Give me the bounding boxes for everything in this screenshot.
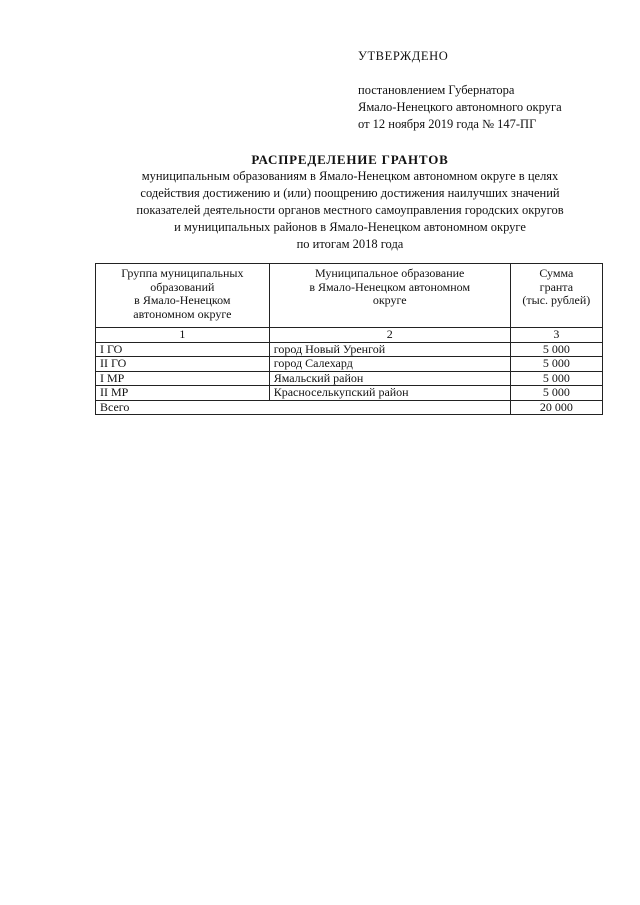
approval-line-2: Ямало-Ненецкого автономного округа	[358, 100, 562, 114]
total-label: Всего	[96, 400, 511, 415]
column-number: 1	[96, 328, 270, 343]
header-group-line: Группа муниципальных	[121, 266, 244, 280]
amount-cell: 5 000	[510, 357, 602, 372]
total-row	[96, 400, 603, 415]
header-municipality	[269, 264, 510, 328]
document-title: РАСПРЕДЕЛЕНИЕ ГРАНТОВ	[251, 152, 449, 167]
header-amount-line: (тыс. рублей)	[522, 293, 591, 307]
approved-stamp-text: УТВЕРЖДЕНО	[358, 49, 449, 63]
title-line-1: муниципальным образованиям в Ямало-Ненецком автономном округе в целях	[141, 169, 559, 183]
header-municipality-line: округе	[372, 293, 407, 307]
title-line-2: содействия достижению и (или) поощрению достижения наилучших значений	[140, 186, 560, 200]
header-group-line: образований	[150, 279, 215, 294]
table-row	[96, 371, 603, 386]
title-line-3: показателей деятельности органов местного самоуправления городских округов	[136, 203, 564, 217]
header-group-line: автономном округе	[133, 306, 232, 321]
group-cell: I ГО	[96, 342, 270, 357]
municipality-cell: Ямальский район	[269, 371, 510, 386]
header-amount	[510, 264, 602, 328]
header-municipality-line: в Ямало-Ненецком автономном	[309, 279, 471, 294]
header-group-line: в Ямало-Ненецком	[134, 293, 231, 307]
table-header-row	[96, 264, 603, 328]
group-cell: I МР	[96, 371, 270, 386]
title-line-5: по итогам 2018 года	[296, 237, 404, 251]
grants-table	[95, 263, 603, 415]
municipality-cell: город Салехард	[269, 357, 510, 372]
document-title-block	[80, 151, 620, 253]
header-group	[96, 264, 270, 328]
title-line-4: и муниципальных районов в Ямало-Ненецком автономном округе	[174, 220, 526, 234]
amount-cell: 5 000	[510, 371, 602, 386]
municipality-cell: Красноселькупский район	[269, 386, 510, 401]
table-row	[96, 386, 603, 401]
amount-cell: 5 000	[510, 342, 602, 357]
header-amount-line: Сумма	[539, 266, 574, 280]
group-cell: II ГО	[96, 357, 270, 372]
group-cell: II МР	[96, 386, 270, 401]
header-amount-line: гранта	[539, 279, 574, 294]
table-row	[96, 357, 603, 372]
approval-line-1: постановлением Губернатора	[358, 83, 515, 97]
municipality-cell: город Новый Уренгой	[269, 342, 510, 357]
total-amount: 20 000	[510, 400, 602, 415]
column-number-row	[96, 328, 603, 343]
table-row	[96, 342, 603, 357]
column-number: 2	[269, 328, 510, 343]
amount-cell: 5 000	[510, 386, 602, 401]
approval-block	[358, 48, 562, 133]
approval-line-3: от 12 ноября 2019 года № 147-ПГ	[358, 117, 537, 131]
column-number: 3	[510, 328, 602, 343]
header-municipality-line: Муниципальное образование	[315, 266, 465, 280]
